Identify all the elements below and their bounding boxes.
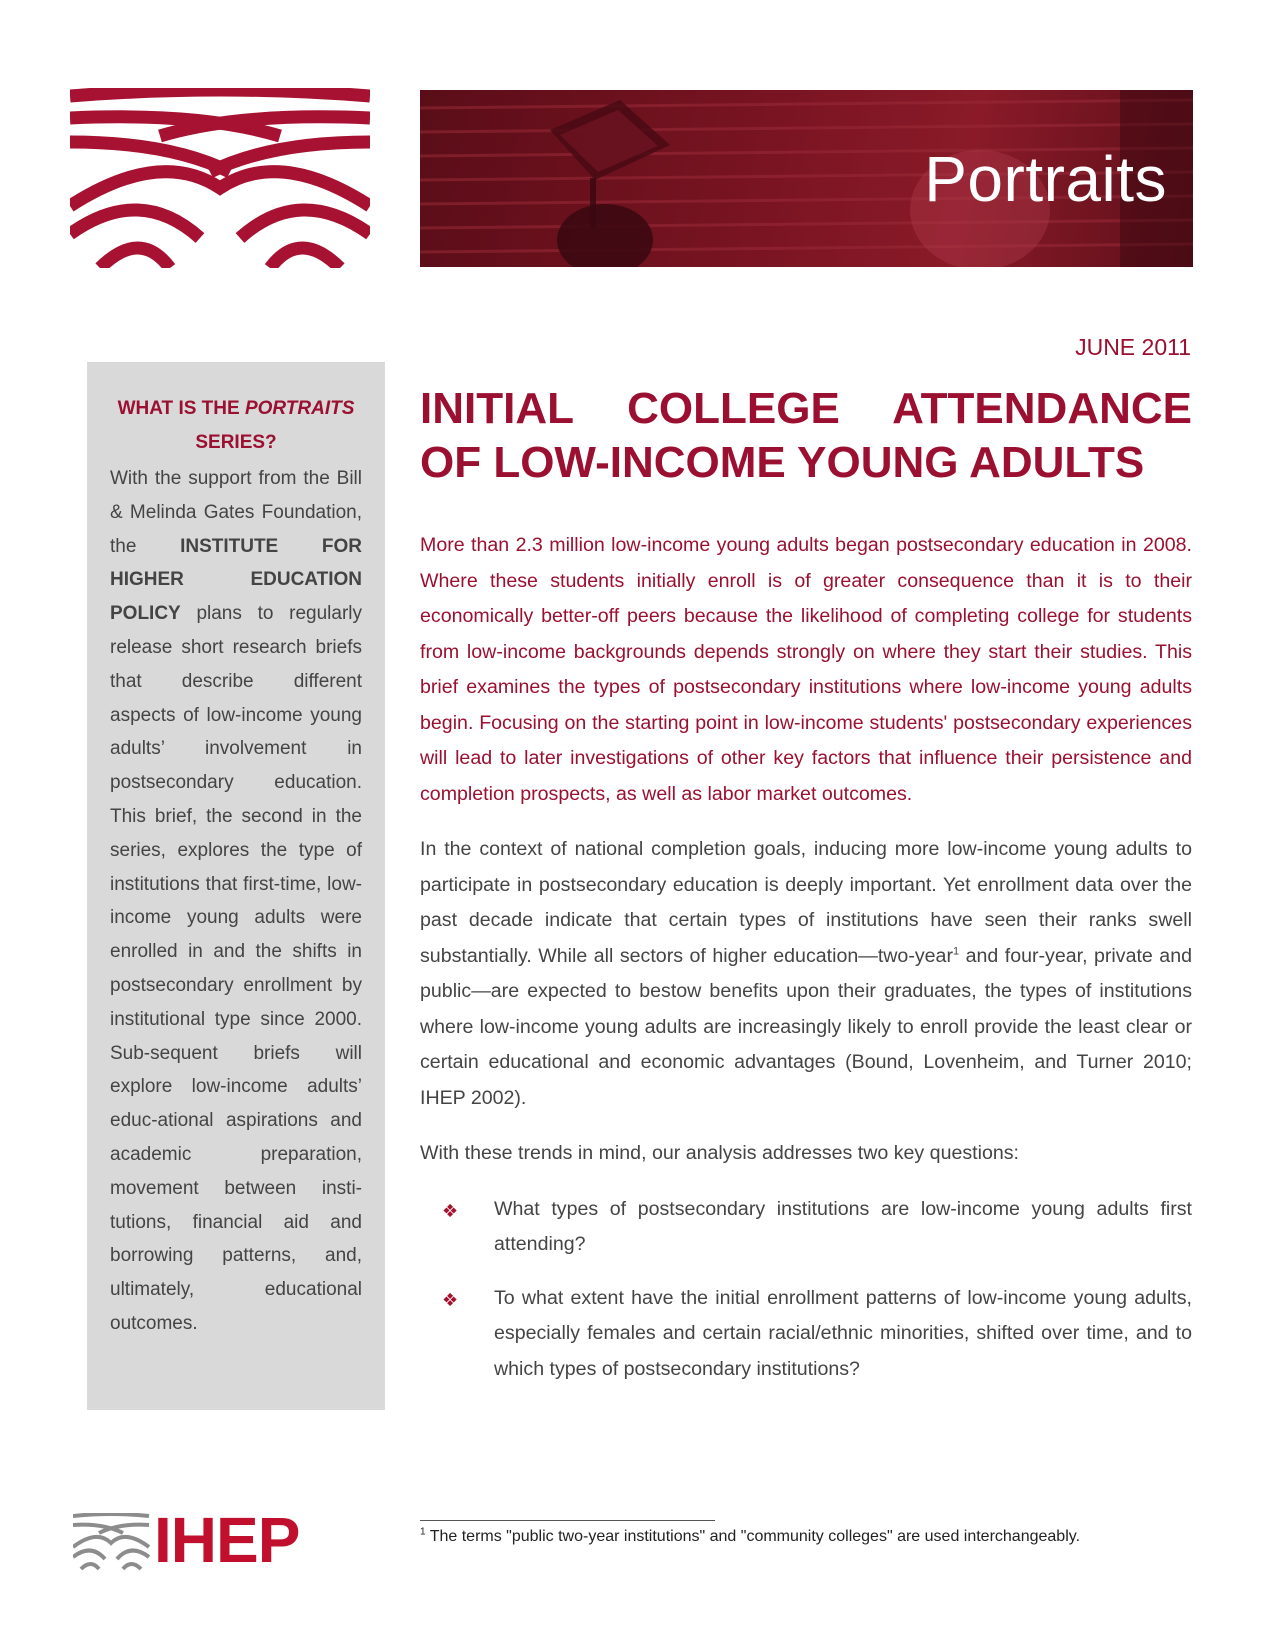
- banner-title: Portraits: [924, 143, 1167, 215]
- footnote-mark: 1: [420, 1526, 426, 1538]
- page-title: [420, 382, 1192, 490]
- list-item: [420, 1192, 1192, 1263]
- sidebar-heading-post: SERIES?: [195, 432, 277, 453]
- question-text: What types of postsecondary institutions are low-income young adults first attending?: [494, 1197, 1192, 1255]
- sidebar-body: [110, 462, 362, 1341]
- context-paragraph-part1: In the context of national completion goals, inducing more low-income young adults to participate in postsecondary education is deeply important. Yet enrollment data over the past decade indicate that certain types of institutions have seen their ranks swell substantially. While all sectors of higher education—two-year: [420, 838, 1192, 967]
- footnote-text: The terms "public two-year institutions" and "community colleges" are used interchangeably.: [425, 1528, 1081, 1545]
- footnote-divider: [420, 1520, 715, 1521]
- sidebar-body-part1: With the support from the Bill & Melinda Gates Foundation, the: [110, 468, 362, 557]
- ihep-wordmark: IHEP: [154, 1504, 300, 1576]
- questions-lead-paragraph: With these trends in mind, our analysis addresses two key questions:: [420, 1142, 1019, 1164]
- diamond-bullet-icon: ❖: [442, 1289, 459, 1311]
- page-title-line-1: INITIAL COLLEGE ATTENDANCE: [420, 384, 1192, 433]
- sidebar-box: [87, 362, 385, 1410]
- footnote: [420, 1528, 1080, 1546]
- sidebar-body-part2: plans to regularly release short research briefs that describe different aspects of low-income young adults’ involvement in postsecondary education. This brief, the second in the series, explores the type of institutions that first-time, low-income young adults were enrolled in and the shifts in postsecondary enrollment by institutional type since 2000. Sub-sequent briefs will explore low-income adults’ educ-ational aspirations and academic preparation, movement between insti-tutions, financial aid and borrowing patterns, and, ultimately, educational outcomes.: [110, 603, 362, 1334]
- sidebar-heading-pre: WHAT IS THE: [117, 398, 245, 419]
- list-item: [420, 1281, 1192, 1388]
- context-paragraph: [420, 832, 1192, 1116]
- sidebar-heading-emphasis: PORTRAITS: [244, 398, 355, 419]
- sidebar-body-org-name: INSTITUTE FOR HIGHER EDUCATION POLICY: [110, 535, 362, 625]
- key-questions-list: [420, 1192, 1192, 1388]
- page-title-line-2: OF LOW-INCOME YOUNG ADULTS: [420, 438, 1145, 487]
- footnote-reference[interactable]: 1: [952, 944, 960, 957]
- header-banner: [420, 90, 1193, 267]
- intro-paragraph: More than 2.3 million low-income young adults began postsecondary education in 2008. Where these students initially enroll is of greater consequence than it is to their economically better-off peers because the likelihood of completing college for students from low-income backgrounds depends strongly on where they start their studies. This brief examines the types of postsecondary institutions where low-income young adults begin. Focusing on the starting point in low-income students' postsecondary experiences will lead to later investigations of other key factors that influence their persistence and completion prospects, as well as labor market outcomes.: [420, 534, 1192, 805]
- publication-date: JUNE 2011: [1075, 334, 1191, 360]
- sidebar-heading: [110, 392, 362, 460]
- ihep-logo-mark: [70, 88, 370, 268]
- diamond-bullet-icon: ❖: [442, 1200, 459, 1222]
- context-paragraph-part2: and four-year, private and public—are expected to bestow benefits upon their graduates, the types of institutions where low-income young adults are increasingly likely to enroll provide the least clear or certain educational and economic advantages (Bound, Lovenheim, and Turner 2010; IHEP 2002).: [420, 944, 1192, 1109]
- question-text: To what extent have the initial enrollment patterns of low-income young adults, especially females and certain racial/ethnic minorities, shifted over time, and to which types of postsecondary institutions?: [494, 1286, 1192, 1380]
- main-content: [420, 528, 1192, 1405]
